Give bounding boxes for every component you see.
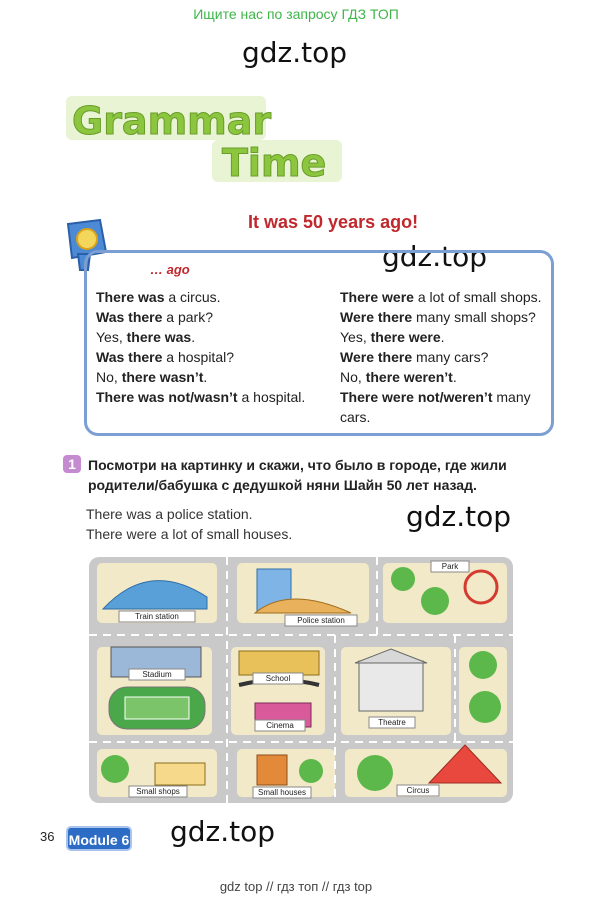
watermark: gdz.top (242, 36, 348, 69)
stadium-building (109, 647, 205, 729)
footer-links: gdz top // гдз топ // гдз top (219, 879, 373, 894)
grammar-line: Was there a hospital? (96, 349, 234, 365)
town-map (89, 557, 513, 803)
grammar-line: There was a circus. (96, 289, 221, 305)
map-label-train-station (119, 611, 195, 622)
watermark: gdz.top (382, 240, 488, 273)
grammar-time-title (62, 88, 352, 188)
page-number: 36 (40, 829, 55, 844)
example-line: There was a police station. (86, 506, 253, 522)
map-label-theatre (369, 717, 415, 728)
svg-text:School: School (265, 674, 291, 683)
task-examples (86, 504, 292, 544)
map-label-small-shops (129, 786, 187, 797)
watermark: gdz.top (406, 500, 512, 533)
grammar-line: Were there many small shops? (340, 309, 536, 325)
grammar-box-heading: … ago (150, 262, 190, 277)
watermark: gdz.top (170, 815, 276, 848)
map-label-stadium (129, 669, 185, 680)
grammar-column-right (340, 287, 550, 427)
svg-text:Theatre: Theatre (378, 718, 406, 727)
svg-text:Police station: Police station (297, 616, 345, 625)
map-label-cinema (255, 720, 305, 731)
task-number-badge: 1 (63, 455, 81, 473)
map-label-police-station (285, 615, 357, 626)
svg-text:Train station: Train station (135, 612, 179, 621)
task-instruction: Посмотри на картинку и скажи, что было в городе, где жили родители/бабушка с дедушкой няни Шайн 50 лет назад. (88, 457, 507, 493)
svg-text:Circus: Circus (406, 786, 430, 795)
grammar-line: No, there wasn’t. (96, 369, 208, 385)
grammar-line: Were there many cars? (340, 349, 489, 365)
example-line: There were a lot of small houses. (86, 526, 293, 542)
grammar-line: Yes, there were. (340, 329, 445, 345)
svg-text:Park: Park (441, 562, 459, 571)
svg-text:Small shops: Small shops (136, 787, 180, 796)
grammar-column-left (96, 287, 336, 407)
svg-text:Small houses: Small houses (257, 788, 307, 797)
title-grammar: Grammar (72, 99, 272, 143)
subtitle: It was 50 years ago! (248, 212, 419, 232)
map-label-school (253, 673, 303, 684)
top-banner: Ищите нас по запросу ГДЗ ТОП (193, 6, 399, 22)
module-badge: Module 6 (66, 826, 132, 851)
grammar-line: Was there a park? (96, 309, 213, 325)
title-time: Time (222, 141, 327, 185)
grammar-line: There was not/wasn’t a hospital. (96, 389, 306, 405)
svg-text:Cinema: Cinema (266, 721, 294, 730)
grammar-line: No, there weren’t. (340, 369, 457, 385)
map-label-circus (397, 785, 439, 796)
svg-text:Stadium: Stadium (142, 670, 172, 679)
grammar-line: There were not/weren’t many cars. (340, 389, 531, 425)
grammar-line: There were a lot of small shops. (340, 289, 542, 305)
map-label-park (431, 561, 469, 572)
map-label-small-houses (253, 787, 311, 798)
theatre-building (355, 649, 427, 711)
grammar-line: Yes, there was. (96, 329, 196, 345)
